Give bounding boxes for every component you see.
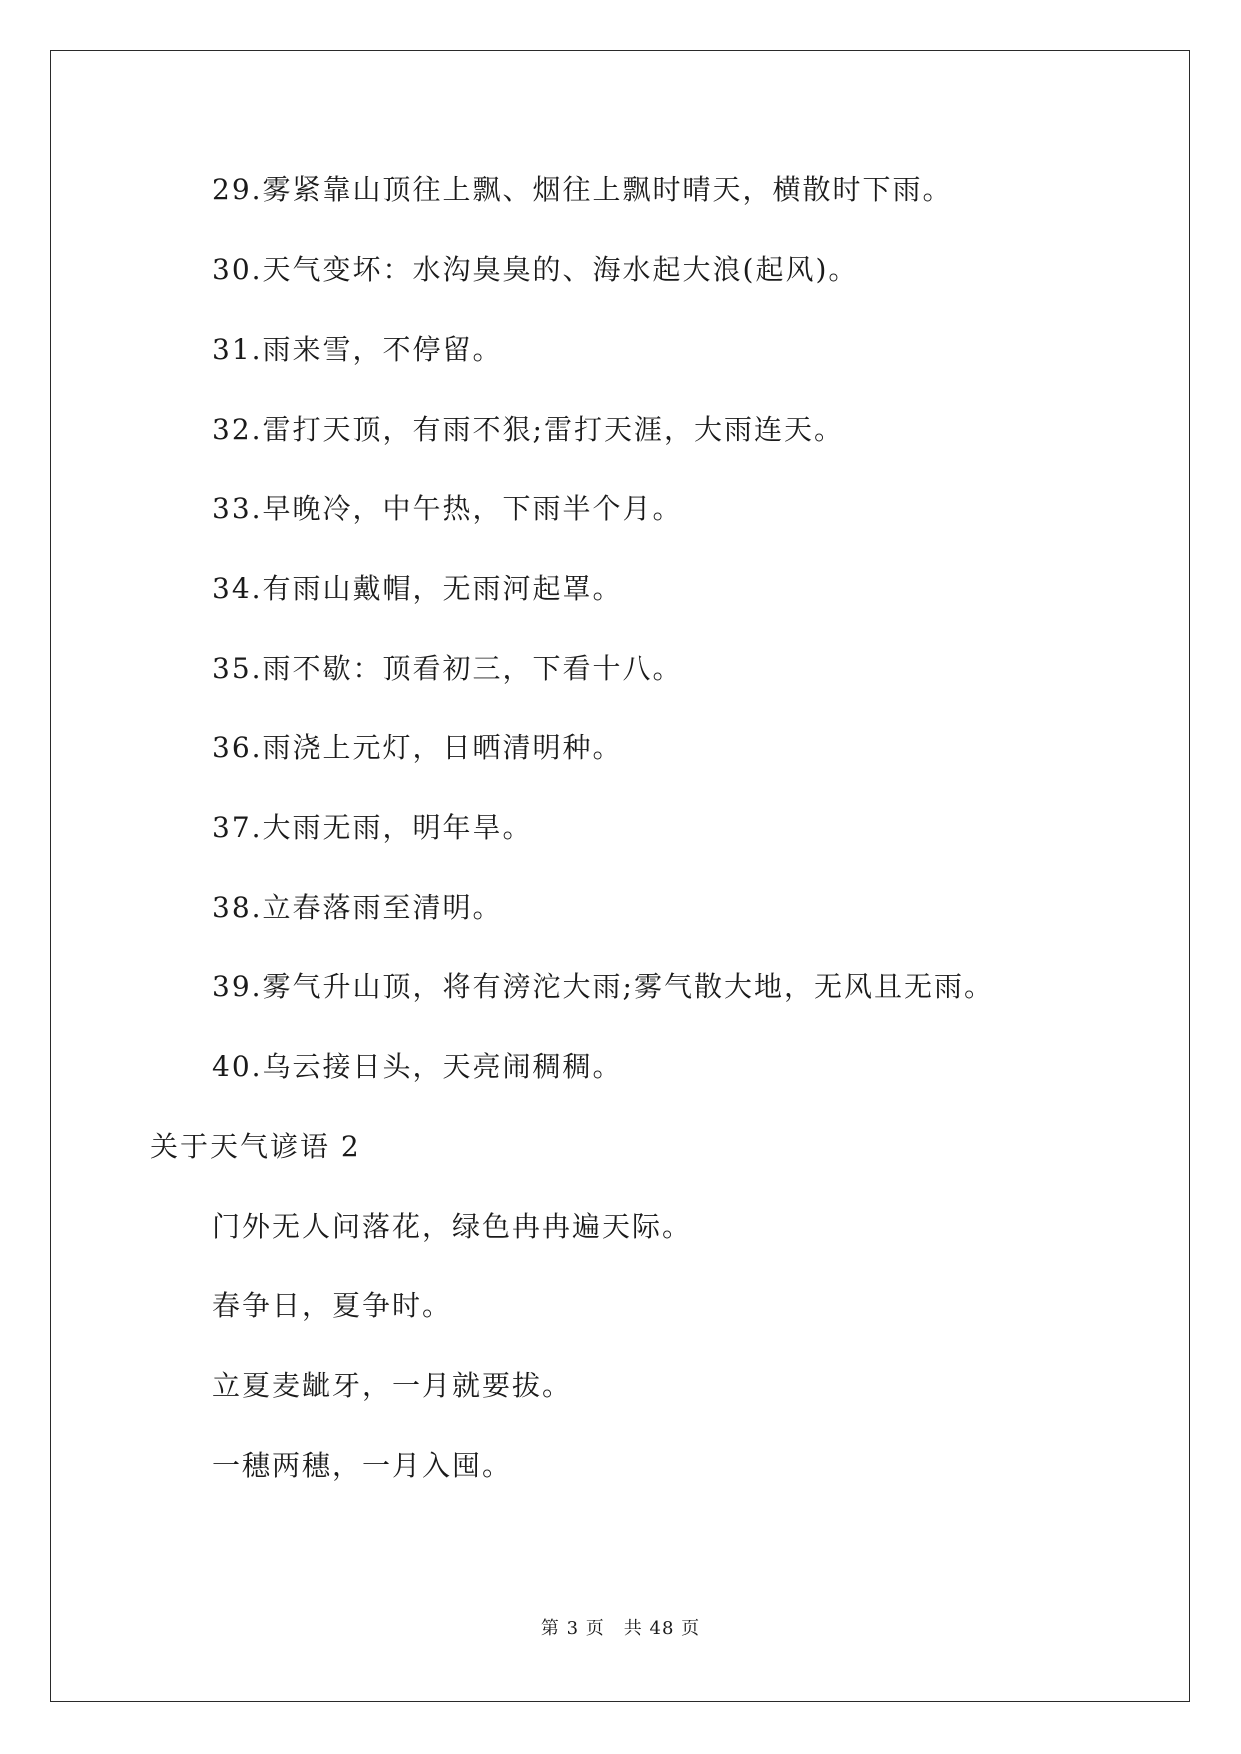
- section-heading: 关于天气谚语 2: [150, 1130, 361, 1163]
- list-item: 38.立春落雨至清明。: [212, 891, 503, 924]
- list-item: 40.乌云接日头，天亮闹稠稠。: [212, 1050, 623, 1083]
- list-item: 春争日，夏争时。: [212, 1289, 453, 1322]
- list-item: 39.雾气升山顶，将有滂沱大雨;雾气散大地，无风且无雨。: [212, 970, 994, 1003]
- list-item: 33.早晚冷，中午热，下雨半个月。: [212, 492, 683, 525]
- list-item: 29.雾紧靠山顶往上飘、烟往上飘时晴天，横散时下雨。: [212, 173, 953, 206]
- list-item: 一穗两穗，一月入囤。: [212, 1449, 513, 1482]
- list-item: 36.雨浇上元灯，日晒清明种。: [212, 731, 623, 764]
- page-number-footer: 第 3 页 共 48 页: [540, 1618, 701, 1639]
- list-item: 门外无人问落花，绿色冉冉遍天际。: [212, 1210, 693, 1243]
- list-item: 37.大雨无雨，明年旱。: [212, 811, 533, 844]
- list-item: 32.雷打天顶，有雨不狠;雷打天涯，大雨连天。: [212, 413, 844, 446]
- list-item: 35.雨不歇：顶看初三，下看十八。: [212, 652, 683, 685]
- list-item: 34.有雨山戴帽，无雨河起罩。: [212, 572, 623, 605]
- list-item: 30.天气变坏：水沟臭臭的、海水起大浪(起风)。: [212, 253, 859, 286]
- list-item: 31.雨来雪，不停留。: [212, 333, 503, 366]
- list-item: 立夏麦龇牙，一月就要拔。: [212, 1369, 573, 1402]
